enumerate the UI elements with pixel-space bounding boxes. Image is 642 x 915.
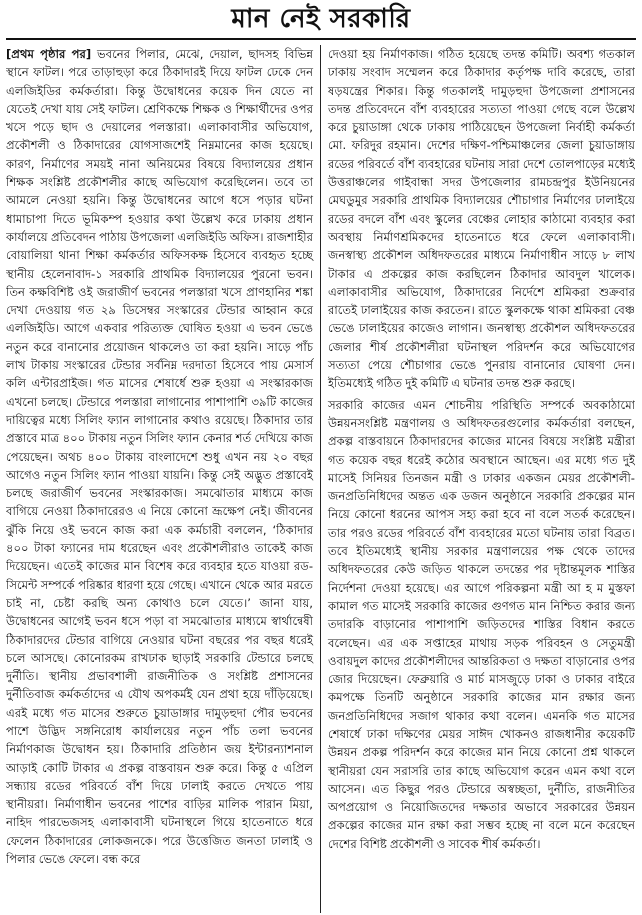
article-paragraph: সরকারি কাজের এমন শোচনীয় পরিস্থিতি সম্পর্কে অবকাঠামো উন্নয়নসংশ্লিষ্ট মন্ত্রণালয় ও অধিদফতরগুলোর কর্মকর্তারা বলছেন, প্রকল্প বাস্তবায়নে ঠিকাদারদের কাজের মানের বিষয়ে সংশ্লিষ্ট মন্ত্রীরা গত কয়েক বছর ধরেই কঠোর অবস্থানে আছেন। এর মধ্যে গত দুই মাসেই সিনিয়র তিনজন মন্ত্রী ও ঢাকার একজন মেয়র প্রকৌশলী-জনপ্রতিনিধিদের অন্তত এক ডজন অনুষ্ঠানে সরকারি প্রকল্পের মান নিয়ে কোনো ধরনের আপস সহ্য করা হবে না বলে সতর্ক করেছেন। তার পরও রডের পরিবর্তে বাঁশ ব্যবহারের মতো ঘটনায় তারা বিব্রত। তবে ইতিমধ্যেই স্থানীয় সরকার মন্ত্রণালয়ের পক্ষ থেকে তাদের অধিদফতরের কেউ জড়িত থাকলে তদন্তের পর দৃষ্টান্তমূলক শাস্তির নির্দেশনা দেওয়া হয়েছে। এর আগে পরিকল্পনা মন্ত্রী আ হ ম মুস্তফা কামাল গত মাসেই সরকারি কাজের গুণগত মান নিশ্চিত করার জন্য তদারকি বাড়ানোর পাশাপাশি জড়িতদের শাস্তির বিধান করতে বলেছেন। এর এক সপ্তাহের মাথায় সড়ক পরিবহন ও সেতুমন্ত্রী ওবায়দুল কাদের প্রকৌশলীদের আন্তরিকতা ও দক্ষতা বাড়ানোর ওপর জোর দিয়েছেন। ফেব্রুয়ারি ও মার্চ মাসজুড়ে ঢাকা ও ঢাকার বাইরে কমপক্ষে তিনটি অনুষ্ঠানে সরকারি কাজের মান রক্ষার জন্য জনপ্রতিনিধিদের সজাগ থাকার কথা বলেন। এমনকি গত মাসের শেষার্ধে ঢাকা দক্ষিণের মেয়র সাঈদ খোকনও রাজধানীর কয়েকটি উন্নয়ন প্রকল্প পরিদর্শন করে কাজের মান নিয়ে কোনো প্রশ্ন থাকলে স্থানীয়রা যেন সরাসরি তার কাছে অভিযোগ করেন এমন কথা বলে আসেন। এত কিছুর পরও টেন্ডারে অস্বচ্ছতা, দুর্নীতি, রাজনীতির অপপ্রয়োগ ও নিয়োজিতদের দক্ষতার অভাবে সরকারের উন্নয়ন প্রকল্পের কাজের মান রক্ষা করা সম্ভব হচ্ছে না বলে মনে করেছেন দেশের বিশিষ্ট প্রকৌশলী ও সাবেক শীর্ষ কর্মকর্তা। bbox=[328, 397, 635, 851]
column-right bbox=[322, 45, 635, 913]
article-headline: মান নেই সরকারি bbox=[231, 4, 411, 34]
column-divider bbox=[320, 45, 321, 913]
continuation-kicker: [প্রথম পৃষ্ঠার পর] bbox=[6, 47, 92, 61]
column-left bbox=[6, 45, 319, 913]
article-paragraph: দেওয়া হয় নির্মাণকাজ। গঠিত হয়েছে তদন্ত কমিটি। অবশ্য গতকাল ঢাকায় সংবাদ সম্মেলন করে ঠিকাদার কর্তৃপক্ষ দাবি করেছে, তারা ষড়যন্ত্রের শিকার। কিন্তু গতকালই দামুড়হুদা উপজেলা প্রশাসনের তদন্ত প্রতিবেদনে বাঁশ ব্যবহারের সত্যতা পাওয়া গেছে বলে উল্লেখ করে চুয়াডাঙ্গা থেকে ঢাকায় পাঠিয়েছেন উপজেলা নির্বাহী কর্মকর্তা মো. ফরিদুর রহমান। দেশের দক্ষিণ-পশ্চিমাঞ্চলের জেলা চুয়াডাঙ্গায় রডের পরিবর্তে বাঁশ ব্যবহারের ঘটনায় সারা দেশে তোলপাড়ের মধ্যেই উত্তরাঞ্চলের গাইবান্ধা সদর উপজেলার রামচন্দ্রপুর ইউনিয়নের মেঘডুমুর সরকারি প্রাথমিক বিদ্যালয়ের শৌচাগার নির্মাণের ঢালাইয়ে রডের বদলে বাঁশ এবং স্কুলের বেঞ্চের লোহার কাঠামো ব্যবহার করা অবস্থায় নির্মাণশ্রমিকদের হাতেনাতে ধরে ফেলে এলাকাবাসী। জনস্বাস্থ্য প্রকৌশল অধিদফতরের মাধ্যমে নির্মাণাধীন সাড়ে ৮ লাখ টাকার এ প্রকল্পের কাজ করছিলেন ঠিকাদার আবদুল খালেক। এলাকাবাসীর অভিযোগ, ঠিকাদারের নির্দেশে শ্রমিকরা শুক্রবার রাতেই ঢালাইয়ের কাজ করতেন। রাতে স্কুলকক্ষে থাকা শ্রমিকরা বেঞ্চ ভেঙে ঢালাইয়ের কাজেও লাগান। জনস্বাস্থ্য প্রকৌশল অধিদফতরের জেলার শীর্ষ প্রকৌশলীরা ঘটনাস্থল পরিদর্শন করে অভিযোগের সত্যতা পেয়ে শৌচাগার ভেঙে পুনরায় বানানোর ঘোষণা দেন। ইতিমধ্যেই গঠিত দুই কমিটি এ ঘটনার তদন্ত শুরু করছে। bbox=[328, 47, 635, 391]
headline-bar bbox=[6, 0, 636, 40]
article-paragraph bbox=[6, 45, 313, 868]
paragraph-text: ভবনের পিলার, মেঝে, দেয়াল, ছাদসহ বিভিন্ন স্থানে ফাটল। পরে তাড়াহুড়া করে ঠিকাদারই দিয়ে ফাটল ঢেকে দেন এলজিইডির কর্মকর্তারা। কিন্তু উদ্বোধনের কয়েক দিন যেতে না যেতেই দেখা যায় সেই ফাটল। শ্রেণিকক্ষে শিক্ষক ও শিক্ষার্থীদের ওপর খসে পড়ে ছাদ ও দেয়ালের পলস্তারা। এলাকাবাসীর অভিযোগ, প্রকৌশলী ও ঠিকাদারের যোগসাজশেই নিম্নমানের কাজ হয়েছে। কারণ, নির্মাণের সময়ই নানা অনিয়মের বিষয়ে বিদ্যালয়ের প্রধান শিক্ষক সংশ্লিষ্ট প্রকৌশলীর কাছে অভিযোগ করেছিলেন। তবে তা আমলে নেওয়া হয়নি। কিন্তু উদ্বোধনের আগে ধসে পড়ার ঘটনা ধামাচাপা দিতে ভূমিকম্প হওয়ার কথা উল্লেখ করে ঢাকায় প্রধান কার্যালয়ে প্রতিবেদন পাঠায় উপজেলা এলজিইডি অফিস। রাজশাহীর বোয়ালিয়া থানা শিক্ষা কর্মকর্তার অফিসকক্ষ হিসেবে ব্যবহৃত হচ্ছে স্থানীয় হেলেনাবাদ-১ সরকারি প্রাথমিক বিদ্যালয়ের পুরনো ভবন। তিন কক্ষবিশিষ্ট ওই জরাজীর্ণ ভবনের পলস্তারা খসে প্রাণহানির শঙ্কা দেখা দেওয়ায় গত ২৯ ডিসেম্বর সংস্কারের টেন্ডার আহ্বান করে এলজিইডি। আগে একবার পরিত্যক্ত ঘোষিত হওয়া এ ভবন ভেঙে নতুন করে বানানোর প্রয়োজন থাকলেও তা করা হয়নি। সাড়ে পাঁচ লাখ টাকায় সংস্কারের টেন্ডার সর্বনিম্ন দরদাতা হিসেবে পায় মেসার্স কলি এন্টারপ্রাইজ। গত মাসের শেষার্ধে শুরু হওয়া এ সংস্কারকাজ এখনো চলছে। টেন্ডারে পলস্তারা লাগানোর পাশাপাশি ৩৯টি কাজের দায়িত্বের মধ্যে সিলিং ফ্যান লাগানোর কথাও রয়েছে। ঠিকাদার তার প্রস্তাবে মাত্র ৪০০ টাকায় নতুন সিলিং ফ্যান কেনার শর্ত দেখিয়ে কাজ পেয়েছেন। অথচ ৪০০ টাকায় বাংলাদেশে শুধু এখন নয় ২০ বছর আগেও নতুন সিলিং ফ্যান পাওয়া যায়নি। কিন্তু সেই অদ্ভুত প্রস্তাবেই চলছে জরাজীর্ণ ভবনের সংস্কারকাজ। সমঝোতার মাধ্যমে কাজ বাগিয়ে নেওয়া ঠিকাদারেরও এ নিয়ে কোনো ভ্রূক্ষেপ নেই। জীবনের ঝুঁকি নিয়ে ওই ভবনে কাজ করা এক কর্মচারী বললেন, ‘ঠিকাদার ৪০০ টাকা ফ্যানের দাম ধরেছেন এবং প্রকৌশলীরাও তাকেই কাজ দিয়েছেন। এতেই কাজের মান বিশেষ করে ব্যবহার হতে যাওয়া রড-সিমেন্ট সম্পর্কে পরিষ্কার ধারণা হয়ে গেছে। এখানে থেকে আর মরতে চাই না, চেষ্টা করছি অন্য কোথাও চলে যেতে।’ জানা যায়, উদ্বোধনের আগেই ভবন ধসে পড়া বা সমঝোতার মাধ্যমে স্বার্থান্বেষী ঠিকাদারদের টেন্ডার বাগিয়ে নেওয়ার ঘটনা বছরের পর বছর ধরেই চলে আসছে। কোনোরকম রাখঢাক ছাড়াই সরকারি টেন্ডারে চলছে দুর্নীতি। স্থানীয় প্রভাবশালী রাজনীতিক ও সংশ্লিষ্ট প্রশাসনের দুর্নীতিবাজ কর্মকর্তাদের এ যৌথ অপকর্মই যেন প্রথা হয়ে দাঁড়িয়েছে। এরই মধ্যে গত মাসের শুরুতে চুয়াডাঙ্গার দামুড়হুদা পৌর ভবনের পাশে উদ্ভিদ সঙ্গনিরোধ কার্যালয়ের নতুন পাঁচ তলা ভবনের নির্মাণকাজ উদ্বোধন হয়। ঠিকাদারি প্রতিষ্ঠান জয় ইন্টারন্যাশনাল আড়াই কোটি টাকার এ প্রকল্প বাস্তবায়ন শুরু করে। কিন্তু ৫ এপ্রিল সন্ধ্যায় রডের পরিবর্তে বাঁশ দিয়ে ঢালাই করতে দেখতে পায় স্থানীয়রা। নির্মাণাধীন ভবনের পাশের বাড়ির মালিক পারান মিয়া, নাহিদ পারভেজসহ এলাকাবাসী ঘটনাস্থলে গিয়ে হাতেনাতে ধরে ফেলেন ঠিকাদারের লোকজনকে। পরে উত্তেজিত জনতা ঢালাই ও পিলার ভেঙে ফেলে। বন্ধ করে bbox=[6, 47, 313, 867]
article-columns bbox=[6, 45, 636, 913]
